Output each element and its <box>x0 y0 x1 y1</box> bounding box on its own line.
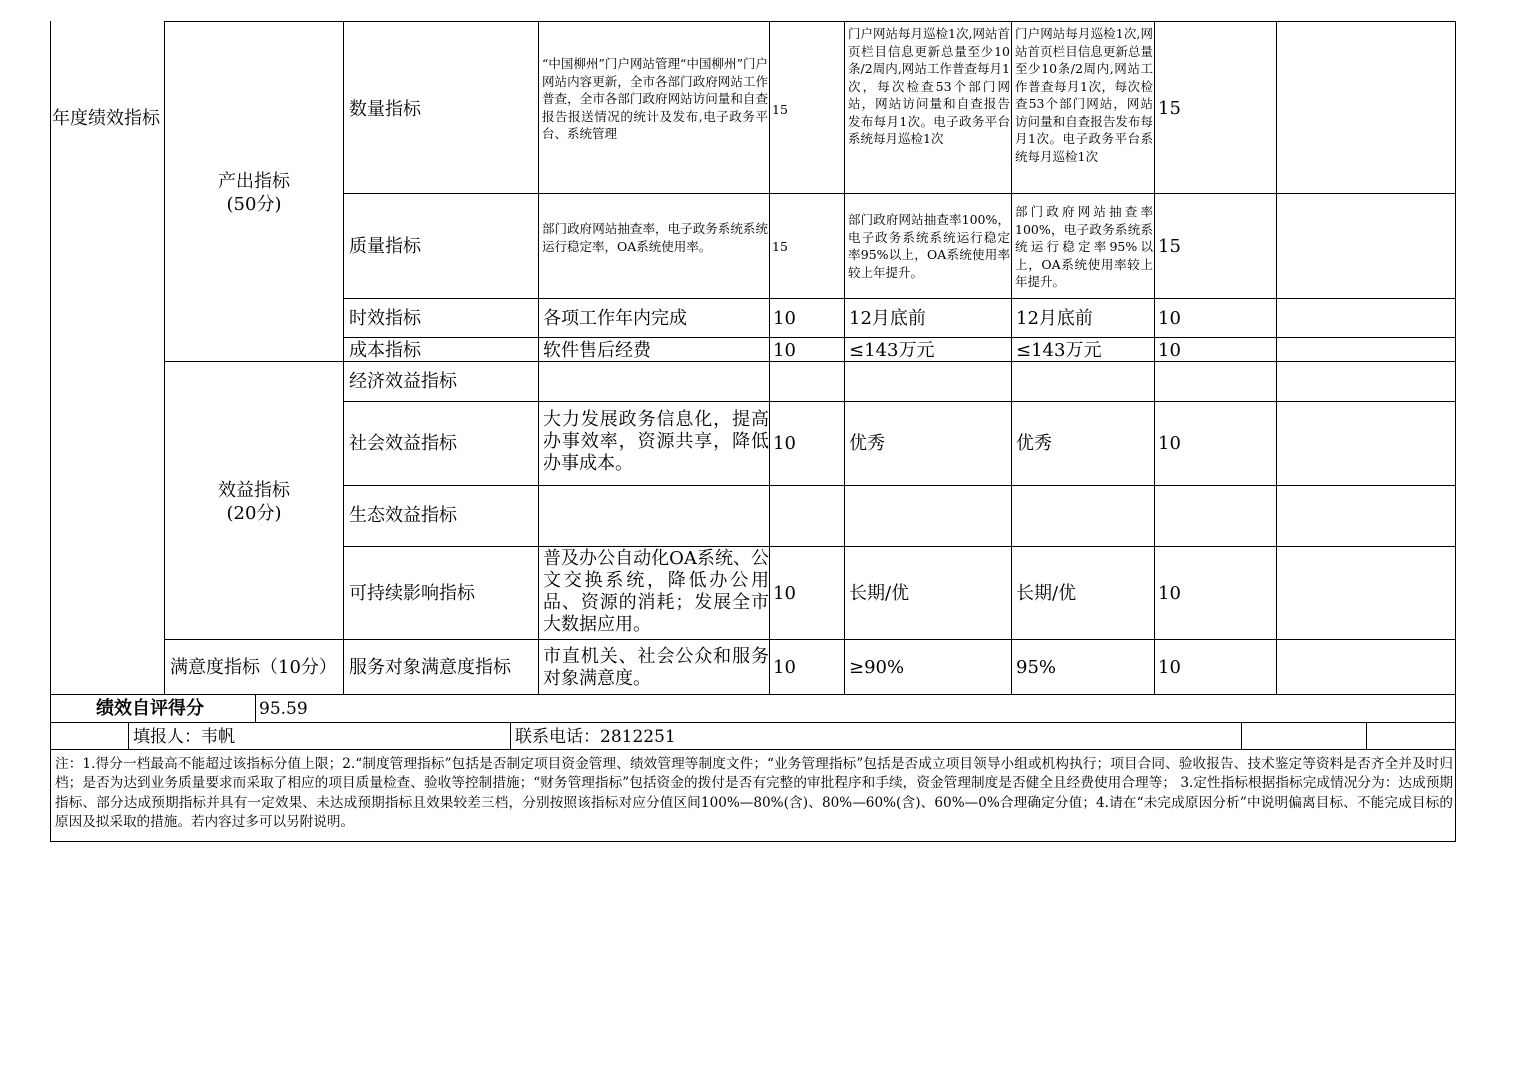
table-row-cost-remark <box>1276 337 1456 362</box>
table-row-ecological-content <box>538 485 770 547</box>
table-row-cost-target: ≤143万元 <box>844 337 1012 362</box>
table-row-social-actual: 优秀 <box>1011 401 1155 486</box>
table-row-social-weight: 10 <box>769 401 845 486</box>
table-row-quality-content: 部门政府网站抽查率，电子政务系统系统运行稳定率，OA系统使用率。 <box>538 193 770 299</box>
table-row-social-score: 10 <box>1154 401 1277 486</box>
table-row-economic-content <box>538 361 770 402</box>
output-group-cell <box>164 21 344 362</box>
table-row-sustainable-score: 10 <box>1154 546 1277 640</box>
table-row-timeliness-target: 12月底前 <box>844 298 1012 338</box>
reporter-cell <box>128 722 511 750</box>
reporter-name: 填报人：韦帆 <box>133 727 235 747</box>
reporter-extra-cell-2 <box>1366 722 1456 750</box>
table-row-quantity-actual: 门户网站每月巡检1次,网站首页栏目信息更新总量至少10条/2周内,网站工作普查每月1次，每次检查53个部门网站，网站访问量和自查报告发布每月1次。电子政务平台系统每月巡检1次 <box>1011 21 1155 194</box>
table-row-quality-target: 部门政府网站抽查率100%，电子政务系统系统运行稳定率95%以上，OA系统使用率较上年提升。 <box>844 193 1012 299</box>
table-row-cost-weight: 10 <box>769 337 845 362</box>
table-row-cost-content: 软件售后经费 <box>538 337 770 362</box>
table-row-sustainable-content: 普及办公自动化OA系统、公文交换系统，降低办公用品、资源的消耗；发展全市大数据应用。 <box>538 546 770 640</box>
table-row-social-content: 大力发展政务信息化，提高办事效率，资源共享，降低办事成本。 <box>538 401 770 486</box>
contact-phone: 联系电话：2812251 <box>515 727 676 747</box>
table-row-ecological-weight <box>769 485 845 547</box>
phone-cell <box>510 722 1242 750</box>
table-row-quantity-remark <box>1276 21 1456 194</box>
table-row-cost-score: 10 <box>1154 337 1277 362</box>
table-row-quality-name: 质量指标 <box>343 193 539 299</box>
table-row-cost-actual: ≤143万元 <box>1011 337 1155 362</box>
table-row-timeliness-score: 10 <box>1154 298 1277 338</box>
table-row-timeliness-remark <box>1276 298 1456 338</box>
table-row-economic-target <box>844 361 1012 402</box>
self-score-label-cell <box>50 694 256 723</box>
table-row-satisfaction-content: 市直机关、社会公众和服务对象满意度。 <box>538 639 770 695</box>
table-row-satisfaction-score: 10 <box>1154 639 1277 695</box>
table-row-satisfaction-weight: 10 <box>769 639 845 695</box>
table-row-satisfaction-remark <box>1276 639 1456 695</box>
table-row-sustainable-weight: 10 <box>769 546 845 640</box>
table-row-timeliness-weight: 10 <box>769 298 845 338</box>
table-row-economic-score <box>1154 361 1277 402</box>
table-row-ecological-target <box>844 485 1012 547</box>
satisfaction-group-label: 满意度指标（10分） <box>170 657 337 678</box>
table-row-quantity-weight: 15 <box>769 21 845 194</box>
benefit-group-label: 效益指标 <box>218 480 290 501</box>
reporter-extra-cell-1 <box>1241 722 1367 750</box>
table-row-economic-actual <box>1011 361 1155 402</box>
table-row-quality-remark <box>1276 193 1456 299</box>
table-row-ecological-remark <box>1276 485 1456 547</box>
table-row-economic-remark <box>1276 361 1456 402</box>
self-score-value: 95.59 <box>259 699 308 719</box>
table-row-sustainable-target: 长期/优 <box>844 546 1012 640</box>
table-row-economic-name: 经济效益指标 <box>343 361 539 402</box>
table-row-satisfaction-name: 服务对象满意度指标 <box>343 639 539 695</box>
table-row-social-name: 社会效益指标 <box>343 401 539 486</box>
table-row-cost-name: 成本指标 <box>343 337 539 362</box>
table-row-timeliness-content: 各项工作年内完成 <box>538 298 770 338</box>
table-row-quantity-name: 数量指标 <box>343 21 539 194</box>
annual-indicators-label: 年度绩效指标 <box>52 108 160 129</box>
self-score-label: 绩效自评得分 <box>96 698 204 719</box>
table-row-satisfaction-actual: 95% <box>1011 639 1155 695</box>
table-row-quality-weight: 15 <box>769 193 845 299</box>
table-row-timeliness-name: 时效指标 <box>343 298 539 338</box>
notes-text: 注：1.得分一档最高不能超过该指标分值上限；2.“制度管理指标”包括是否制定项目资金管理、绩效管理等制度文件；“业务管理指标”包括是否成立项目领导小组或机构执行；项目合同、验收报告、技术鉴定等资料是否齐全并及时归档；是否为达到业务质量要求而采取了相应的项目质量检查、验收等控制措施；“财务管理指标”包括资金的拨付是否有完整的审批程序和手续，资金管理制度是否健全且经费使用合理等； 3.定性指标根据指标完成情况分为：达成预期指标、部分达成预期指标并具有一定效果、未达成预期指标且效果较差三档，分别按照该指标对应分值区间100%—80%(含)、80%—60%(含)、60%—0%合理确定分值；4.请在“未完成原因分析”中说明偏离目标、不能完成目标的原因及拟采取的措施。若内容过多可以另附说明。 <box>55 756 1453 831</box>
table-row-sustainable-actual: 长期/优 <box>1011 546 1155 640</box>
table-row-ecological-actual <box>1011 485 1155 547</box>
satisfaction-group-cell <box>164 639 344 695</box>
table-row-economic-weight <box>769 361 845 402</box>
table-row-social-target: 优秀 <box>844 401 1012 486</box>
table-row-quality-score: 15 <box>1154 193 1277 299</box>
output-group-label: 产出指标 <box>218 171 290 192</box>
table-row-quantity-content: “中国柳州”门户网站管理“中国柳州”门户网站内容更新，全市各部门政府网站工作普查，全市各部门政府网站访问量和自查报告报送情况的统计及发布,电子政务平台、系统管理 <box>538 21 770 194</box>
table-row-ecological-name: 生态效益指标 <box>343 485 539 547</box>
output-group-score: (50分) <box>226 194 282 215</box>
notes-cell <box>50 749 1456 842</box>
self-score-value-cell <box>255 694 1456 723</box>
benefit-group-cell <box>164 361 344 640</box>
benefit-group-score: (20分) <box>226 503 282 524</box>
table-row-ecological-score <box>1154 485 1277 547</box>
table-row-sustainable-remark <box>1276 546 1456 640</box>
table-row-social-remark <box>1276 401 1456 486</box>
table-row-timeliness-actual: 12月底前 <box>1011 298 1155 338</box>
table-row-quantity-target: 门户网站每月巡检1次,网站首页栏目信息更新总量至少10条/2周内,网站工作普查每月1次，每次检查53个部门网站，网站访问量和自查报告发布每月1次。电子政务平台系统每月巡检1次 <box>844 21 1012 194</box>
table-row-satisfaction-target: ≥90% <box>844 639 1012 695</box>
reporter-blank-cell <box>50 722 129 750</box>
table-row-sustainable-name: 可持续影响指标 <box>343 546 539 640</box>
table-row-quantity-score: 15 <box>1154 21 1277 194</box>
table-row-quality-actual: 部门政府网站抽查率100%，电子政务系统系统运行稳定率95%以上，OA系统使用率较上年提升。 <box>1011 193 1155 299</box>
